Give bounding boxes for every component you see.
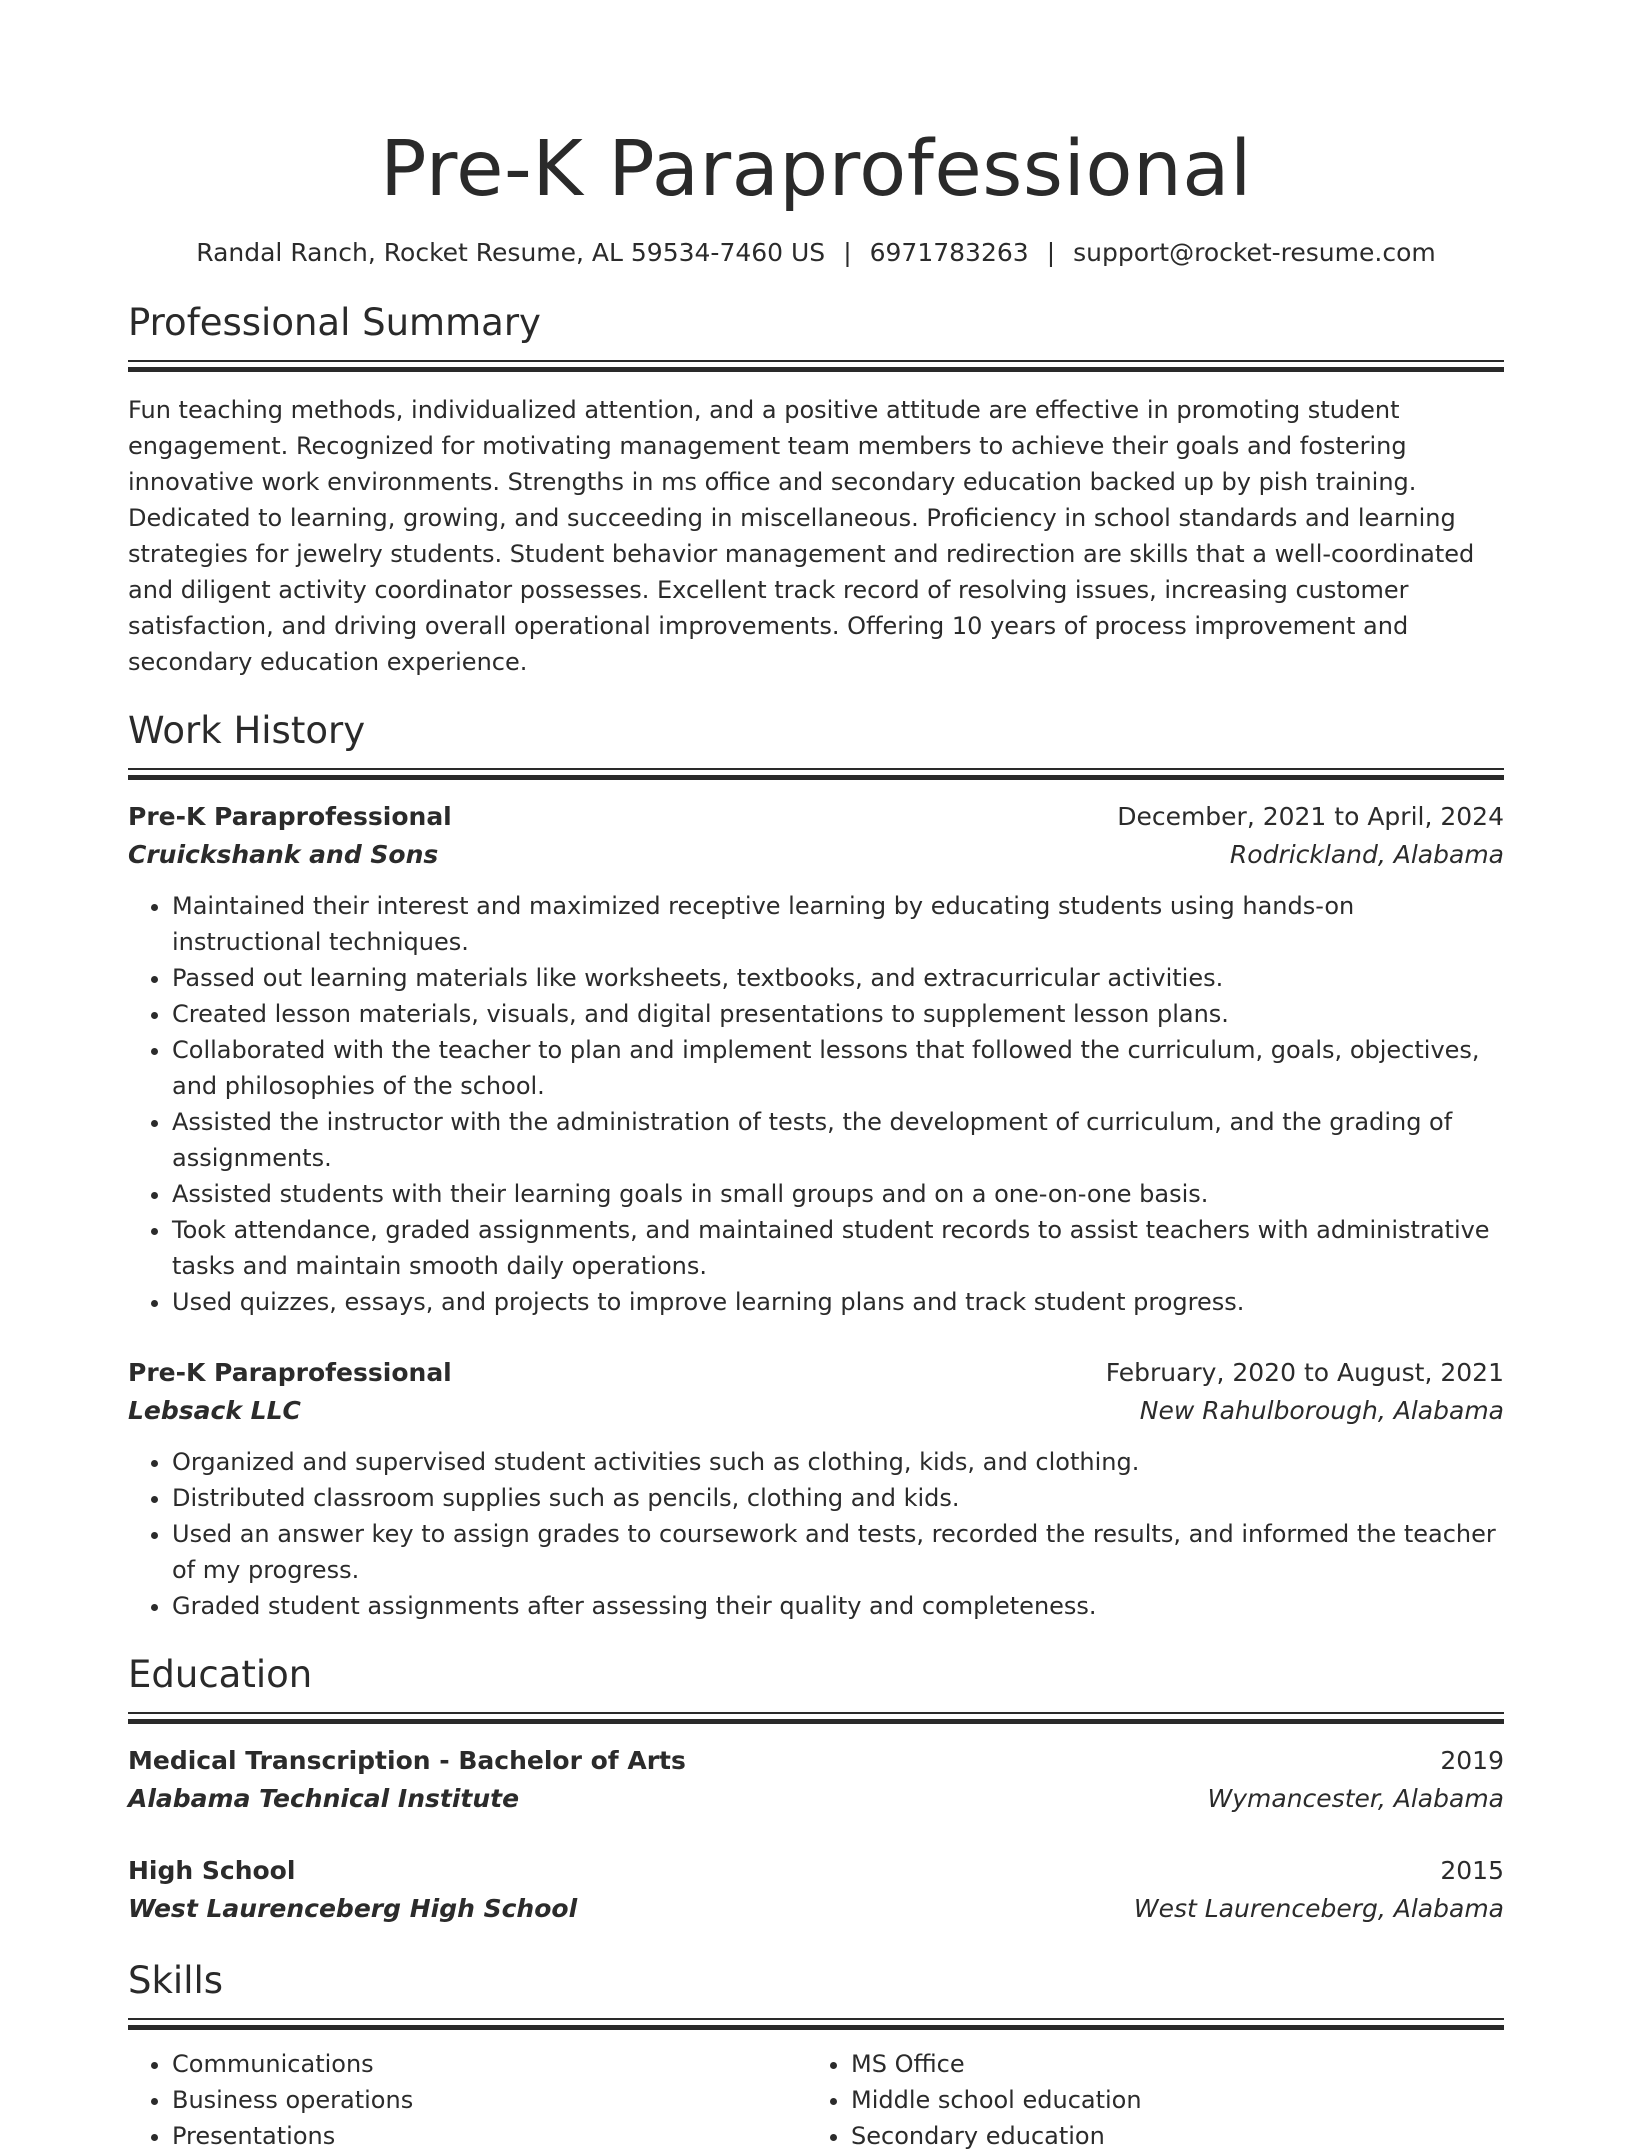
section-title-skills: Skills: [128, 1959, 224, 2002]
job-bullets: [128, 888, 1504, 1320]
skills-section: [128, 1958, 1504, 2154]
job-dates: February, 2020 to August, 2021: [1105, 1358, 1504, 1387]
contact-email[interactable]: support@rocket-resume.com: [1073, 238, 1436, 267]
contact-separator: |: [1046, 238, 1056, 267]
job-company: Cruickshank and Sons: [128, 840, 439, 869]
job-bullet: • Passed out learning materials like worksheets, textbooks, and extracurricular activities.: [172, 960, 1504, 996]
job-bullet: • Assisted the instructor with the administration of tests, the development of curriculum, and the grading of assignments.: [172, 1104, 1504, 1176]
job-bullets: [128, 1444, 1504, 1624]
education-school: West Laurenceberg High School: [128, 1894, 578, 1923]
skills-list-left: [128, 2046, 807, 2154]
education-school: Alabama Technical Institute: [128, 1784, 520, 1813]
job-bullet: • Maintained their interest and maximized receptive learning by educating students using hands-on instructional techniques.: [172, 888, 1504, 960]
education-year: 2015: [1440, 1856, 1504, 1885]
job-title: Pre-K Paraprofessional: [128, 1358, 452, 1387]
job-entry: [128, 1354, 1504, 1624]
section-divider: [128, 2018, 1504, 2032]
skill-item: • Communications: [172, 2046, 807, 2082]
job-bullet: • Assisted students with their learning goals in small groups and on a one-on-one basis.: [172, 1176, 1504, 1212]
education-entry: [128, 1852, 1504, 1928]
job-bullet: • Used quizzes, essays, and projects to improve learning plans and track student progress.: [172, 1284, 1504, 1320]
section-divider: [128, 360, 1504, 374]
skill-item: • Presentations: [172, 2118, 807, 2154]
work-history-section: [128, 708, 1504, 1624]
section-divider: [128, 1712, 1504, 1726]
skill-item: • MS Office: [851, 2046, 1486, 2082]
education-degree: Medical Transcription - Bachelor of Arts: [128, 1746, 686, 1775]
job-bullet: • Created lesson materials, visuals, and digital presentations to supplement lesson plans.: [172, 996, 1504, 1032]
contact-separator: |: [843, 238, 852, 267]
skills-columns: [128, 2046, 1504, 2154]
resume-page: [128, 0, 1504, 2154]
job-bullet: • Collaborated with the teacher to plan and implement lessons that followed the curriculum, goals, objectives, and philosophies of the school.: [172, 1032, 1504, 1104]
job-bullet: • Organized and supervised student activities such as clothing, kids, and clothing.: [172, 1444, 1504, 1480]
job-location: Rodrickland, Alabama: [1229, 840, 1504, 869]
job-bullet: • Used an answer key to assign grades to coursework and tests, recorded the results, and informed the teacher of my progress.: [172, 1516, 1504, 1588]
education-degree: High School: [128, 1856, 296, 1885]
section-divider: [128, 768, 1504, 782]
summary-text: Fun teaching methods, individualized attention, and a positive attitude are effective in promoting student engagement. Recognized for motivating management team members to achieve their goals and fostering innovative work environments. Strengths in ms office and secondary education backed up by pish training. Dedicated to learning, growing, and succeeding in miscellaneous. Proficiency in school standards and learning strategies for jewelry students. Student behavior management and redirection are skills that a well-coordinated and diligent activity coordinator possesses. Excellent track record of resolving issues, increasing customer satisfaction, and driving overall operational improvements. Offering 10 years of process improvement and secondary education experience.: [128, 396, 1475, 676]
job-company: Lebsack LLC: [128, 1396, 301, 1425]
education-location: Wymancester, Alabama: [1207, 1784, 1504, 1813]
contact-line: [128, 236, 1504, 270]
contact-address: Randal Ranch, Rocket Resume, AL 59534-7460 US: [196, 238, 826, 267]
education-year: 2019: [1440, 1746, 1504, 1775]
section-title-education: Education: [128, 1653, 313, 1696]
contact-phone: 6971783263: [869, 238, 1029, 267]
job-bullet: • Took attendance, graded assignments, and maintained student records to assist teachers with administrative tasks and maintain smooth daily operations.: [172, 1212, 1504, 1284]
skill-item: • Middle school education: [851, 2082, 1486, 2118]
job-bullet: • Distributed classroom supplies such as pencils, clothing and kids.: [172, 1480, 1504, 1516]
job-location: New Rahulborough, Alabama: [1139, 1396, 1504, 1425]
job-title: Pre-K Paraprofessional: [128, 802, 452, 831]
education-entry: [128, 1742, 1504, 1818]
education-location: West Laurenceberg, Alabama: [1133, 1894, 1504, 1923]
summary-section: [128, 300, 1504, 680]
skill-item: • Business operations: [172, 2082, 807, 2118]
section-title-work-history: Work History: [128, 709, 366, 752]
candidate-name: Pre-K Paraprofessional: [380, 125, 1252, 214]
job-entry: [128, 798, 1504, 1320]
job-bullet: • Graded student assignments after assessing their quality and completeness.: [172, 1588, 1504, 1624]
skill-item: • Secondary education: [851, 2118, 1486, 2154]
education-section: [128, 1652, 1504, 1928]
skills-list-right: [807, 2046, 1486, 2154]
job-dates: December, 2021 to April, 2024: [1117, 802, 1504, 831]
section-title-summary: Professional Summary: [128, 301, 541, 344]
